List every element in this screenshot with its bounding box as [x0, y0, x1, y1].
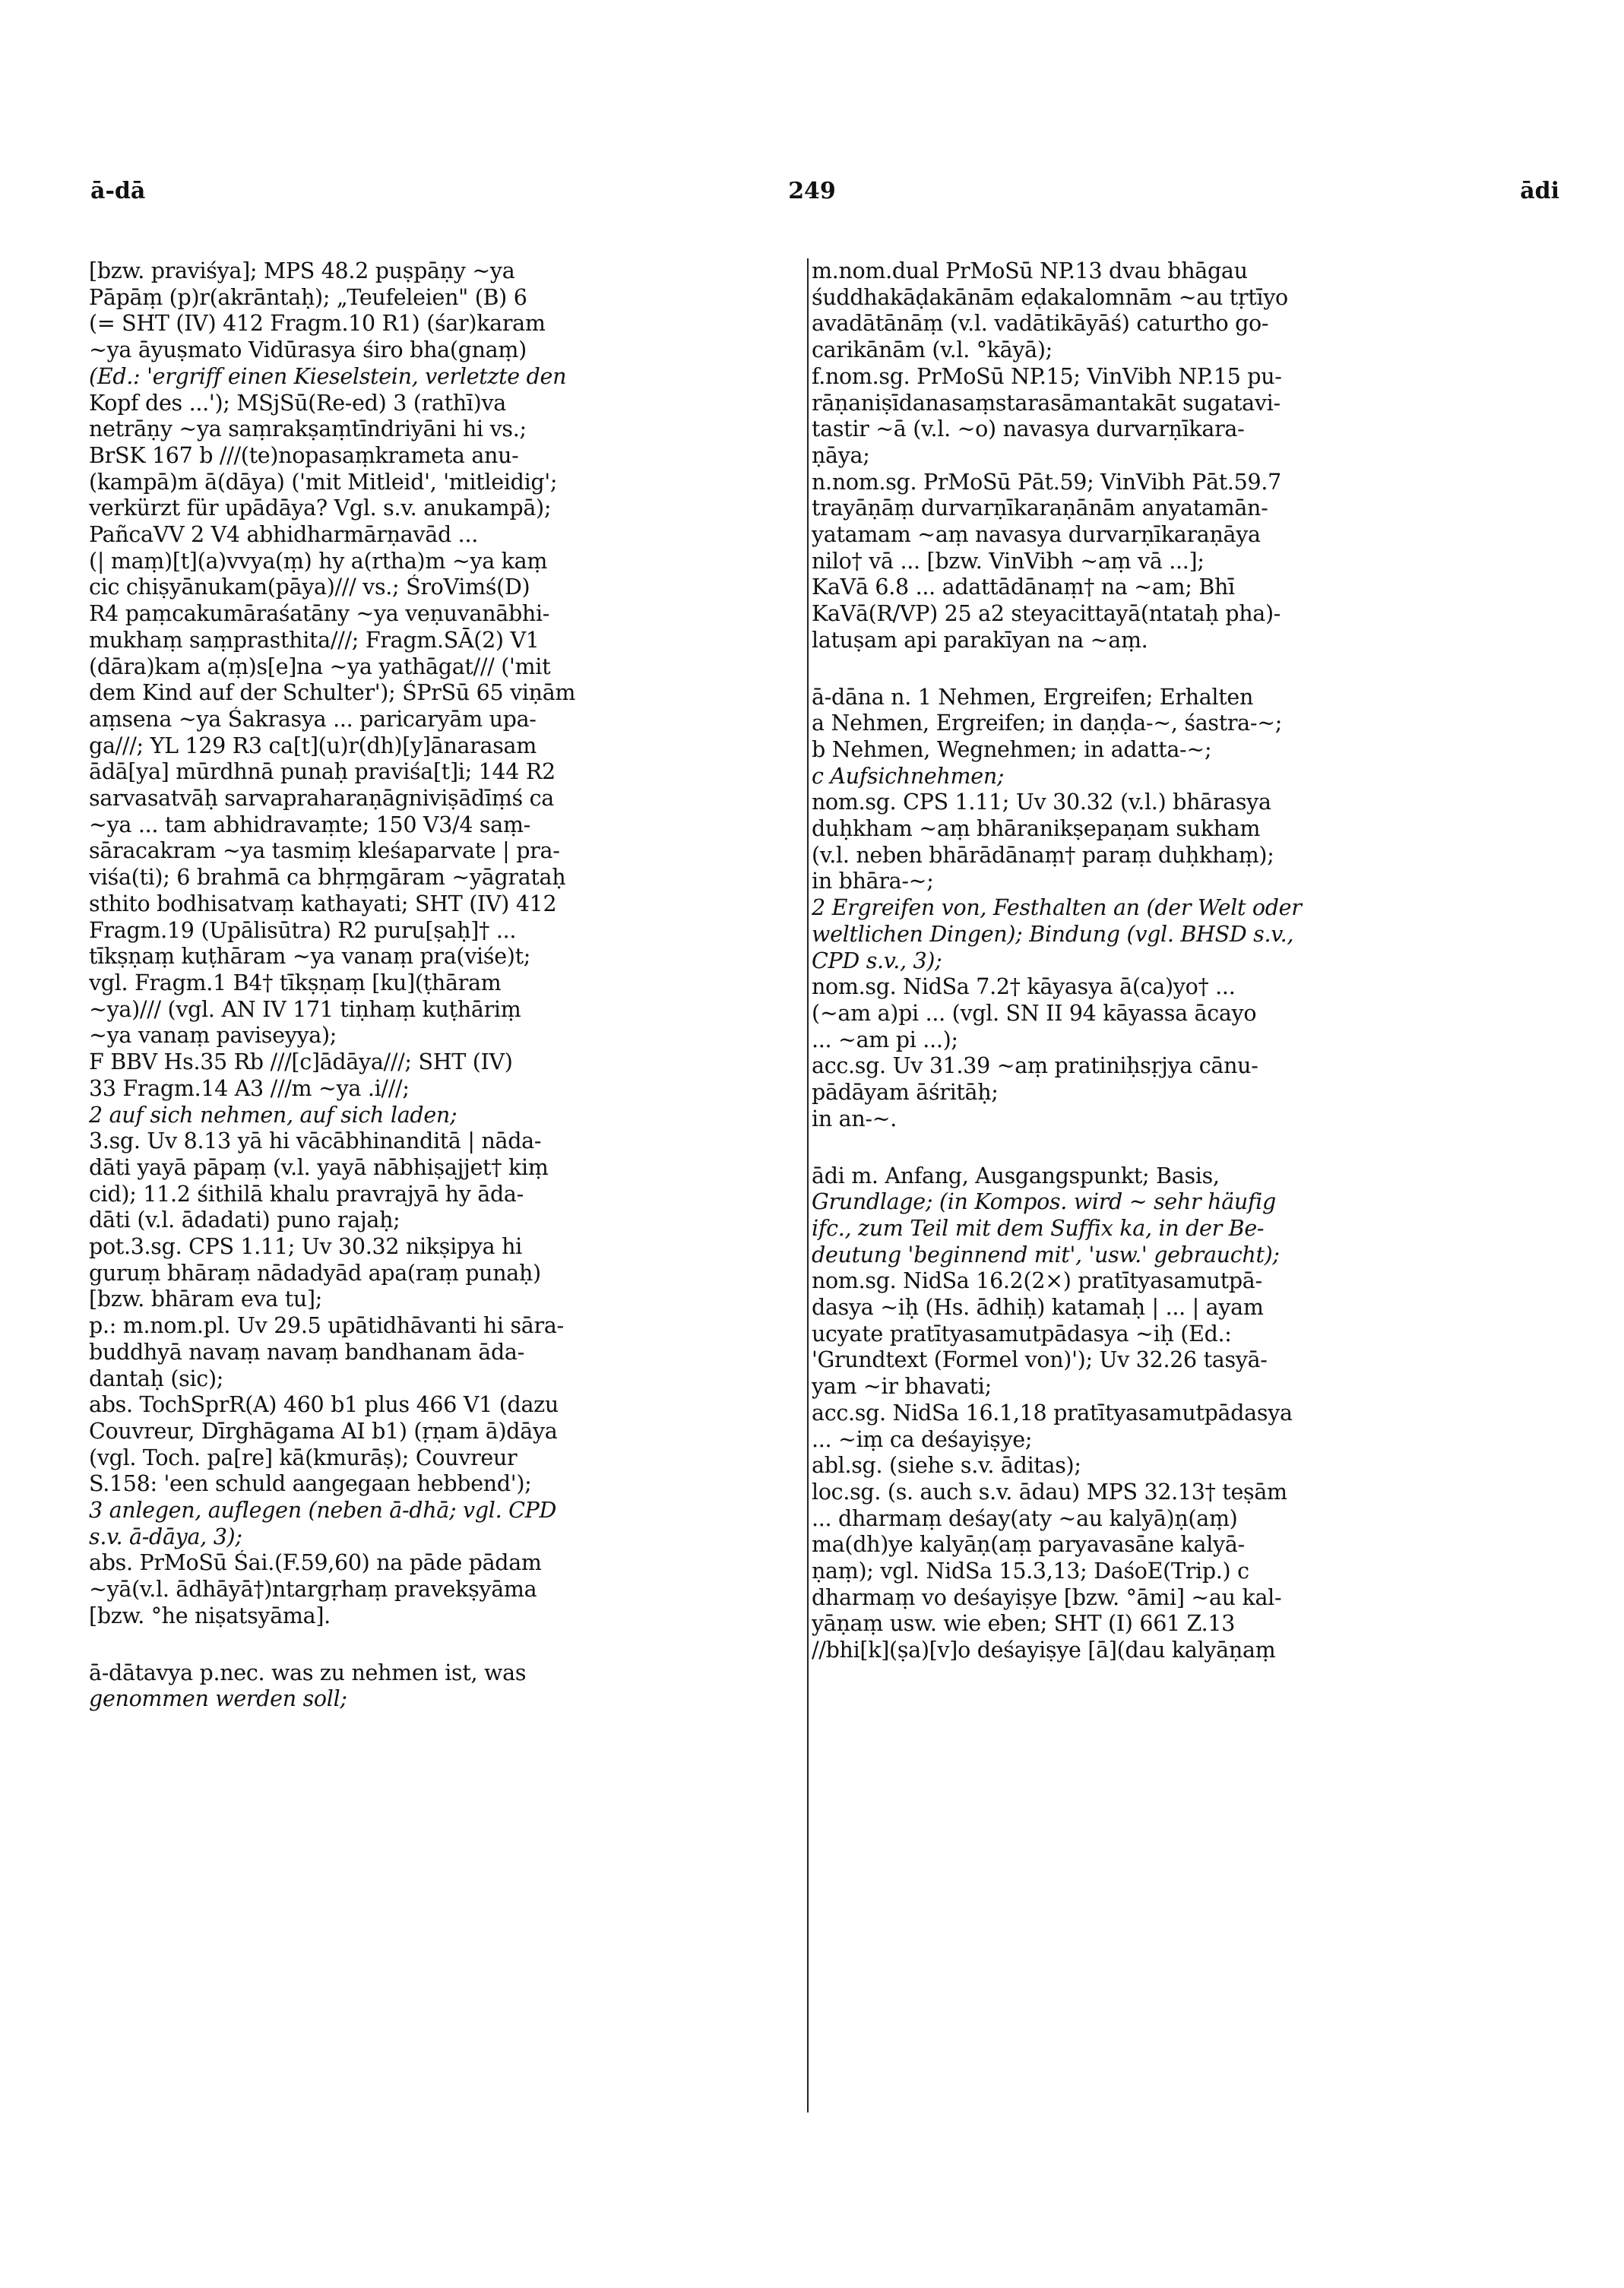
- text-line: loc.sg. (s. auch s.v. ādau) MPS 32.13† teṣām: [812, 1479, 1287, 1505]
- text-line: (= SHT (IV) 412 Fragm.10 R1) (śar)karam: [89, 311, 546, 337]
- text-line: abs. PrMoSū Śai.(F.59,60) na pāde pādam: [89, 1550, 542, 1576]
- text-line: nom.sg. NidSa 16.2(2×) pratītyasamutpā-: [812, 1268, 1262, 1294]
- text-line: 3 anlegen, auflegen (neben ā-dhā; vgl. CPD: [89, 1498, 557, 1524]
- text-line: ṇāya;: [812, 442, 870, 468]
- text-line: pādāyam āśritāḥ;: [812, 1080, 999, 1106]
- entry-gap: [89, 1630, 796, 1660]
- text-line: (kampā)m ā(dāya) ('mit Mitleid', 'mitleidig';: [89, 469, 558, 495]
- text-line: buddhyā navaṃ navaṃ bandhanam āda-: [89, 1339, 524, 1365]
- text-line: ... ~am pi ...);: [812, 1027, 958, 1052]
- text-line: genommen werden soll;: [89, 1686, 347, 1712]
- running-head-right: ādi: [1520, 178, 1559, 204]
- text-line: 2 auf sich nehmen, auf sich laden;: [89, 1102, 457, 1128]
- text-line: [bzw. bhāram eva tu];: [89, 1286, 323, 1312]
- text-line: //bhi[k](ṣa)[v]o deśayiṣye [ā](dau kalyāṇaṃ: [812, 1638, 1276, 1663]
- text-line: in an-~.: [812, 1106, 897, 1131]
- text-line: sāracakram ~ya tasmiṃ kleśaparvate | pra-: [89, 838, 560, 864]
- running-head-left: ā-dā: [90, 178, 146, 204]
- text-line: Fragm.19 (Upālisūtra) R2 puru[ṣaḥ]† ...: [89, 917, 517, 943]
- text-line: yāṇaṃ usw. wie eben; SHT (I) 661 Z.13: [812, 1611, 1236, 1637]
- text-line: 3.sg. Uv 8.13 yā hi vācābhinanditā | nāda-: [89, 1128, 542, 1154]
- text-line: sthito bodhisatvaṃ kathayati; SHT (IV) 412: [89, 891, 557, 916]
- left-column: [89, 258, 796, 1713]
- text-line: nilo† vā ... [bzw. VinVibh ~aṃ vā ...];: [812, 548, 1205, 574]
- text-line: ~ya vanaṃ paviseyya);: [89, 1023, 337, 1049]
- text-line: Pāpāṃ (p)r(akrāntaḥ); „Teufeleien" (B) 6: [89, 284, 527, 310]
- text-line: mukhaṃ saṃprasthita///; Fragm.SĀ(2) V1: [89, 627, 540, 653]
- text-line: latuṣam api parakīyan na ~aṃ.: [812, 627, 1148, 653]
- text-line: (Ed.: 'ergriff einen Kieselstein, verletzte den: [89, 363, 567, 389]
- text-line: cic chiṣyānukam(pāya)/// vs.; ŚroVimś(D): [89, 574, 530, 600]
- entry-headword-line: ā-dātavya p.nec. was zu nehmen ist, was: [89, 1660, 527, 1685]
- text-line: ... ~iṃ ca deśayiṣye;: [812, 1426, 1033, 1452]
- text-line: [bzw. °he niṣatsyāma].: [89, 1603, 331, 1628]
- page-number: 249: [788, 178, 836, 204]
- text-line: (| maṃ)[t](a)vvya(ṃ) hy a(rtha)m ~ya kaṃ: [89, 548, 548, 574]
- text-line: (dāra)kam a(ṃ)s[e]na ~ya yathāgat/// ('mit: [89, 653, 551, 679]
- text-line: yam ~ir bhavati;: [812, 1374, 992, 1400]
- text-line: (~am a)pi ... (vgl. SN II 94 kāyassa ācayo: [812, 1000, 1257, 1026]
- text-line: aṃsena ~ya Śakrasya ... paricaryām upa-: [89, 706, 537, 732]
- text-line: ~ya āyuṣmato Vidūrasya śiro bha(gnaṃ): [89, 337, 527, 363]
- text-line: a Nehmen, Ergreifen; in daṇḍa-~, śastra-~;: [812, 710, 1283, 736]
- text-line: weltlichen Dingen); Bindung (vgl. BHSD s.v.,: [812, 921, 1294, 947]
- text-line: netrāṇy ~ya saṃrakṣaṃtīndriyāni hi vs.;: [89, 416, 527, 442]
- text-line: c Aufsichnehmen;: [812, 763, 1005, 789]
- text-line: duḥkham ~aṃ bhāranikṣepaṇam sukham: [812, 816, 1261, 842]
- text-line: ucyate pratītyasamutpādasya ~iḥ (Ed.:: [812, 1321, 1232, 1347]
- text-line: s.v. ā-dāya, 3);: [89, 1524, 242, 1549]
- text-line: trayāṇāṃ durvarṇīkaraṇānām anyatamān-: [812, 495, 1268, 521]
- text-line: ma(dh)ye kalyāṇ(aṃ paryavasāne kalyā-: [812, 1532, 1245, 1558]
- text-line: b Nehmen, Wegnehmen; in adatta-~;: [812, 736, 1212, 762]
- text-line: nom.sg. CPS 1.11; Uv 30.32 (v.l.) bhārasya: [812, 790, 1271, 815]
- text-line: abl.sg. (siehe s.v. āditas);: [812, 1453, 1081, 1479]
- text-line: dharmaṃ vo deśayiṣye [bzw. °āmi] ~au kal-: [812, 1584, 1282, 1610]
- text-line: ... dharmaṃ deśay(aty ~au kalyā)ṇ(aṃ): [812, 1505, 1238, 1531]
- text-line: verkürzt für upādāya? Vgl. s.v. anukampā);: [89, 495, 552, 521]
- text-line: tastir ~ā (v.l. ~o) navasya durvarṇīkara-: [812, 416, 1245, 442]
- text-line: R4 paṃcakumāraśatāny ~ya veṇuvanābhi-: [89, 601, 550, 627]
- text-line: dem Kind auf der Schulter'); ŚPrSū 65 viṇām: [89, 680, 576, 706]
- text-line: ifc., zum Teil mit dem Suffix ka, in der Be-: [812, 1215, 1265, 1241]
- text-line: n.nom.sg. PrMoSū Pāt.59; VinVibh Pāt.59.7: [812, 469, 1281, 495]
- text-line: F BBV Hs.35 Rb ///[c]ādāya///; SHT (IV): [89, 1049, 513, 1075]
- text-line: ~ya)/// (vgl. AN IV 171 tiṇhaṃ kuṭhāriṃ: [89, 996, 521, 1022]
- text-line: ga///; YL 129 R3 ca[t](u)r(dh)[y]ānarasam: [89, 733, 537, 758]
- text-line: pot.3.sg. CPS 1.11; Uv 30.32 nikṣipya hi: [89, 1234, 522, 1260]
- text-line: ~yā(v.l. ādhāyā†)ntargṛhaṃ pravekṣyāma: [89, 1577, 537, 1603]
- text-line: 2 Ergreifen von, Festhalten an (der Welt oder: [812, 895, 1302, 921]
- text-line: vgl. Fragm.1 B4† tīkṣṇaṃ [ku](ṭhāram: [89, 970, 502, 995]
- text-line: deutung 'beginnend mit', 'usw.' gebraucht);: [812, 1242, 1280, 1267]
- text-line: acc.sg. NidSa 16.1,18 pratītyasamutpādasya: [812, 1400, 1293, 1426]
- text-line: [bzw. praviśya]; MPS 48.2 puṣpāṇy ~ya: [89, 258, 515, 283]
- text-line: abs. TochSprR(A) 460 b1 plus 466 V1 (dazu: [89, 1392, 559, 1418]
- right-column: [812, 258, 1530, 1664]
- text-line: dāti (v.l. ādadati) puno rajaḥ;: [89, 1207, 400, 1233]
- text-line: nom.sg. NidSa 7.2† kāyasya ā(ca)yo† ...: [812, 974, 1236, 1000]
- text-line: (vgl. Toch. pa[re] kā(kmurāṣ); Couvreur: [89, 1445, 518, 1470]
- text-line: m.nom.dual PrMoSū NP.13 dvau bhāgau: [812, 258, 1248, 283]
- text-line: avadātānāṃ (v.l. vadātikāyāś) caturtho go-: [812, 311, 1269, 337]
- text-line: KaVā 6.8 ... adattādānaṃ† na ~am; Bhī: [812, 574, 1235, 600]
- text-line: cid); 11.2 śithilā khalu pravrajyā hy āda-: [89, 1181, 524, 1207]
- text-line: guruṃ bhāraṃ nādadyād apa(raṃ punaḥ): [89, 1260, 541, 1286]
- text-line: śuddhakāḍakānām eḍakalomnām ~au tṛtīyo: [812, 284, 1288, 310]
- text-line: yatamam ~aṃ navasya durvarṇīkaraṇāya: [812, 522, 1261, 548]
- text-line: 33 Fragm.14 A3 ///m ~ya .i///;: [89, 1075, 410, 1101]
- entry-headword-line: ādi m. Anfang, Ausgangspunkt; Basis,: [812, 1163, 1220, 1188]
- entry-gap: [812, 1133, 1530, 1163]
- text-line: ādā[ya] mūrdhnā punaḥ praviśa[t]i; 144 R2: [89, 759, 556, 785]
- text-line: Kopf des ...'); MSjSū(Re-ed) 3 (rathī)va: [89, 390, 506, 416]
- text-line: in bhāra-~;: [812, 869, 934, 894]
- text-line: dantaḥ (sic);: [89, 1366, 224, 1391]
- text-line: dasya ~iḥ (Hs. ādhiḥ) katamaḥ | ... | ayam: [812, 1295, 1264, 1321]
- text-line: p.: m.nom.pl. Uv 29.5 upātidhāvanti hi sāra-: [89, 1313, 564, 1339]
- text-line: Grundlage; (in Kompos. wird ~ sehr häufig: [812, 1189, 1276, 1215]
- text-line: rāṇaniṣīdanasaṃstarasāmantakāt sugatavi-: [812, 390, 1281, 416]
- text-line: ~ya ... tam abhidravaṃte; 150 V3/4 saṃ-: [89, 812, 530, 837]
- text-line: Couvreur, Dīrghāgama AI b1) (ṛṇam ā)dāya: [89, 1418, 558, 1444]
- text-line: acc.sg. Uv 31.39 ~aṃ pratiniḥsṛjya cānu-: [812, 1053, 1258, 1079]
- text-line: tīkṣṇaṃ kuṭhāram ~ya vanaṃ pra(viśe)t;: [89, 944, 531, 970]
- text-line: dāti yayā pāpaṃ (v.l. yayā nābhiṣajjet† kiṃ: [89, 1154, 549, 1180]
- text-line: f.nom.sg. PrMoSū NP.15; VinVibh NP.15 pu-: [812, 363, 1282, 389]
- entry-headword-line: ā-dāna n. 1 Nehmen, Ergreifen; Erhalten: [812, 684, 1254, 710]
- text-line: (v.l. neben bhārādānaṃ† paraṃ duḥkhaṃ);: [812, 842, 1274, 868]
- column-divider: [807, 258, 809, 2112]
- text-line: KaVā(R/VP) 25 a2 steyacittayā(ntataḥ pha)-: [812, 601, 1281, 627]
- text-line: 'Grundtext (Formel von)'); Uv 32.26 tasyā-: [812, 1347, 1268, 1373]
- text-line: PañcaVV 2 V4 abhidharmārṇavād ...: [89, 522, 478, 548]
- entry-gap: [812, 654, 1530, 685]
- text-line: carikānām (v.l. °kāyā);: [812, 337, 1053, 363]
- text-line: viśa(ti); 6 brahmā ca bhṛṃgāram ~yāgrataḥ: [89, 865, 566, 891]
- text-line: ṇaṃ); vgl. NidSa 15.3,13; DaśoE(Trip.) c: [812, 1559, 1249, 1584]
- text-line: S.158: 'een schuld aangegaan hebbend');: [89, 1471, 532, 1497]
- text-line: BrSK 167 b ///(te)nopasaṃkrameta anu-: [89, 442, 519, 468]
- text-line: CPD s.v., 3);: [812, 948, 942, 973]
- text-line: sarvasatvāḥ sarvapraharaṇāgniviṣādīṃś ca: [89, 786, 554, 812]
